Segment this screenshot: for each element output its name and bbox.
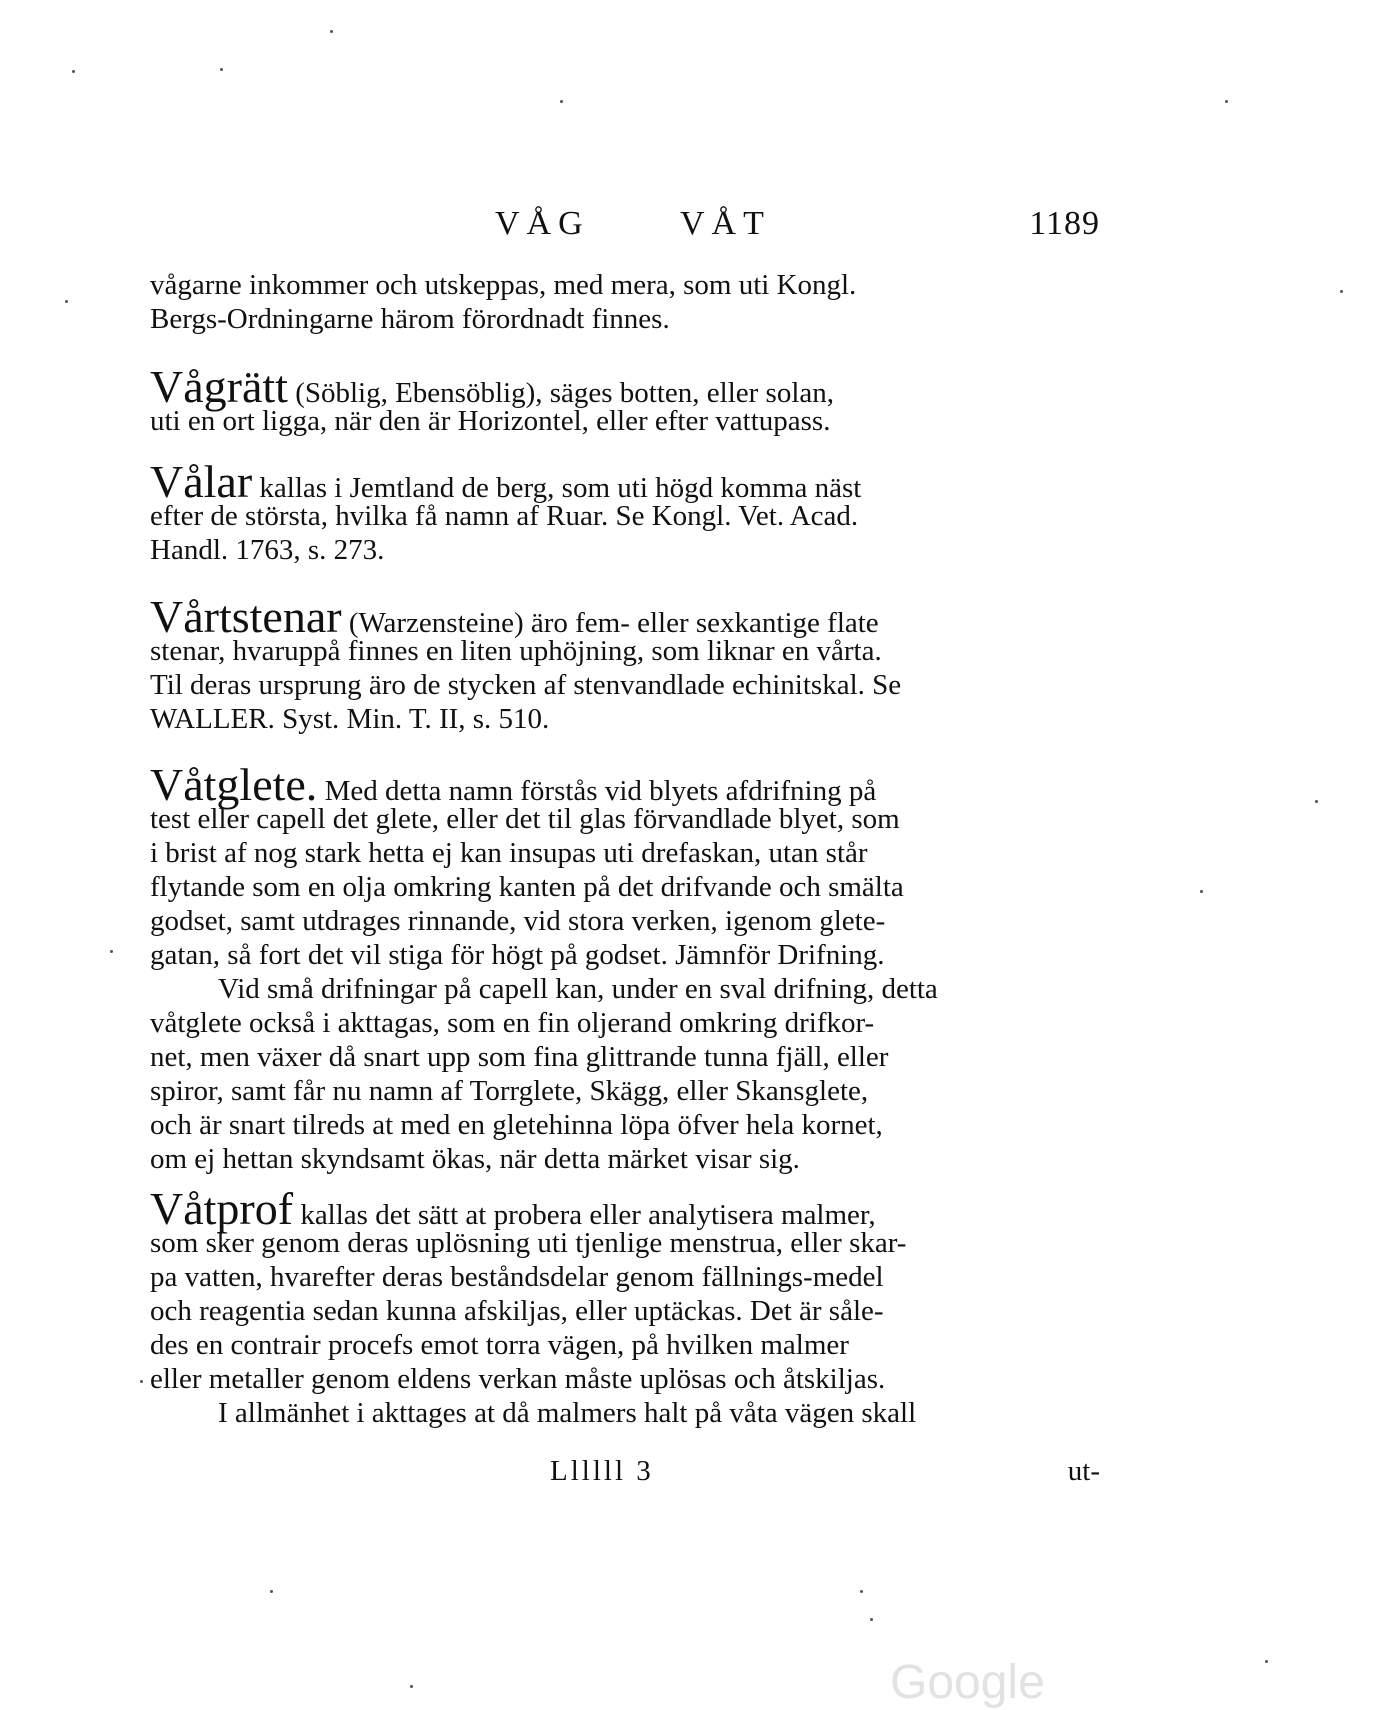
entry-vagratt bbox=[150, 361, 1100, 438]
text-line: Til deras ursprung äro de stycken af stenvandlade echinitskal. Se bbox=[150, 669, 902, 701]
entry-valar bbox=[150, 456, 1100, 567]
text-line: kallas det sätt at probera eller analytisera malmer, bbox=[293, 1199, 876, 1231]
scan-speck bbox=[1315, 800, 1318, 803]
header-right-word: VÅT bbox=[680, 205, 771, 242]
scan-speck bbox=[1225, 100, 1228, 103]
text-line: net, men växer då snart upp som fina glittrande tunna fjäll, eller bbox=[150, 1041, 889, 1073]
header-left-word: VÅG bbox=[495, 205, 590, 242]
text-line: och är snart tilreds at med en gletehinna löpa öfver hela kornet, bbox=[150, 1109, 883, 1141]
text-line: Bergs-Ordningarne härom förordnadt finnes. bbox=[150, 303, 670, 335]
scan-speck bbox=[870, 1618, 873, 1621]
text-line: spiror, samt får nu namn af Torrglete, Skägg, eller Skansglete, bbox=[150, 1075, 869, 1107]
catchword: ut- bbox=[1067, 1455, 1100, 1487]
text-line: stenar, hvaruppå finnes en liten uphöjning, som liknar en vårta. bbox=[150, 635, 882, 667]
scan-speck bbox=[140, 1380, 143, 1383]
scan-speck bbox=[1200, 890, 1203, 893]
text-line: Med detta namn förstås vid blyets afdrifning på bbox=[317, 775, 877, 807]
entry-vartstenar bbox=[150, 591, 1100, 736]
text-line: test eller capell det glete, eller det til glas förvandlade blyet, som bbox=[150, 803, 900, 835]
text-line: efter de största, hvilka få namn af Ruar. Se Kongl. Vet. Acad. bbox=[150, 500, 859, 532]
scan-speck bbox=[1265, 1660, 1268, 1663]
text-line: (Söblig, Ebensöblig), säges botten, eller solan, bbox=[287, 377, 835, 409]
continuation-paragraph bbox=[150, 268, 1100, 336]
text-line: WALLER. Syst. Min. T. II, s. 510. bbox=[150, 703, 550, 735]
scan-speck bbox=[270, 1590, 273, 1593]
text-line: våtglete också i akttagas, som en fin oljerand omkring drifkor- bbox=[150, 1007, 875, 1039]
text-line: gatan, så fort det vil stiga för högt på godset. Jämnför Drifning. bbox=[150, 939, 885, 971]
text-line: uti en ort ligga, när den är Horizontel, eller efter vattupass. bbox=[150, 405, 831, 437]
page-number: 1189 bbox=[1029, 205, 1100, 242]
scan-speck bbox=[72, 70, 75, 73]
scan-speck bbox=[65, 300, 68, 303]
text-line: och reagentia sedan kunna afskiljas, eller uptäckas. Det är såle- bbox=[150, 1295, 884, 1327]
scan-speck bbox=[1340, 290, 1343, 293]
text-line: pa vatten, hvarefter deras beståndsdelar genom fällnings-medel bbox=[150, 1261, 884, 1293]
running-header bbox=[150, 205, 1100, 255]
text-line: Handl. 1763, s. 273. bbox=[150, 534, 385, 566]
scan-speck bbox=[220, 68, 223, 71]
text-line: godset, samt utdrages rinnande, vid stora verken, igenom glete- bbox=[150, 905, 886, 937]
entry-vatglete bbox=[150, 759, 1100, 1176]
entry-headword: Våtprof bbox=[150, 1183, 294, 1234]
entry-headword: Vålar bbox=[150, 456, 253, 507]
entry-headword: Vårtstenar bbox=[150, 591, 342, 642]
scan-speck bbox=[410, 1685, 413, 1688]
signature-mark: Llllll 3 bbox=[550, 1455, 654, 1487]
entry-vatprof bbox=[150, 1183, 1100, 1430]
text-line: (Warzensteine) äro fem- eller sexkantige flate bbox=[341, 607, 879, 639]
text-line: eller metaller genom eldens verkan måste uplösas och åtskiljas. bbox=[150, 1363, 886, 1395]
text-line: som sker genom deras uplösning uti tjenlige menstrua, eller skar- bbox=[150, 1227, 907, 1259]
scan-speck bbox=[860, 1590, 863, 1593]
text-line: flytande som en olja omkring kanten på det drifvande och smälta bbox=[150, 871, 904, 903]
text-line: des en contrair procefs emot torra vägen, på hvilken malmer bbox=[150, 1329, 849, 1361]
scan-speck bbox=[560, 100, 563, 103]
watermark-logo: Google bbox=[890, 1656, 1045, 1709]
text-line: i brist af nog stark hetta ej kan insupas uti drefaskan, utan står bbox=[150, 837, 868, 869]
scan-speck bbox=[110, 950, 113, 953]
page-footer bbox=[150, 1455, 1100, 1495]
text-line: I allmänhet i akttages at då malmers halt på våta vägen skall bbox=[218, 1397, 917, 1429]
entry-headword: Våtglete. bbox=[150, 759, 318, 810]
text-line: vågarne inkommer och utskeppas, med mera, som uti Kongl. bbox=[150, 269, 857, 301]
text-line: om ej hettan skyndsamt ökas, när detta märket visar sig. bbox=[150, 1143, 800, 1175]
text-line: Vid små drifningar på capell kan, under en sval drifning, detta bbox=[218, 973, 938, 1005]
entry-headword: Vågrätt bbox=[150, 361, 288, 412]
text-line: kallas i Jemtland de berg, som uti högd komma näst bbox=[252, 472, 862, 504]
scan-speck bbox=[330, 30, 333, 33]
